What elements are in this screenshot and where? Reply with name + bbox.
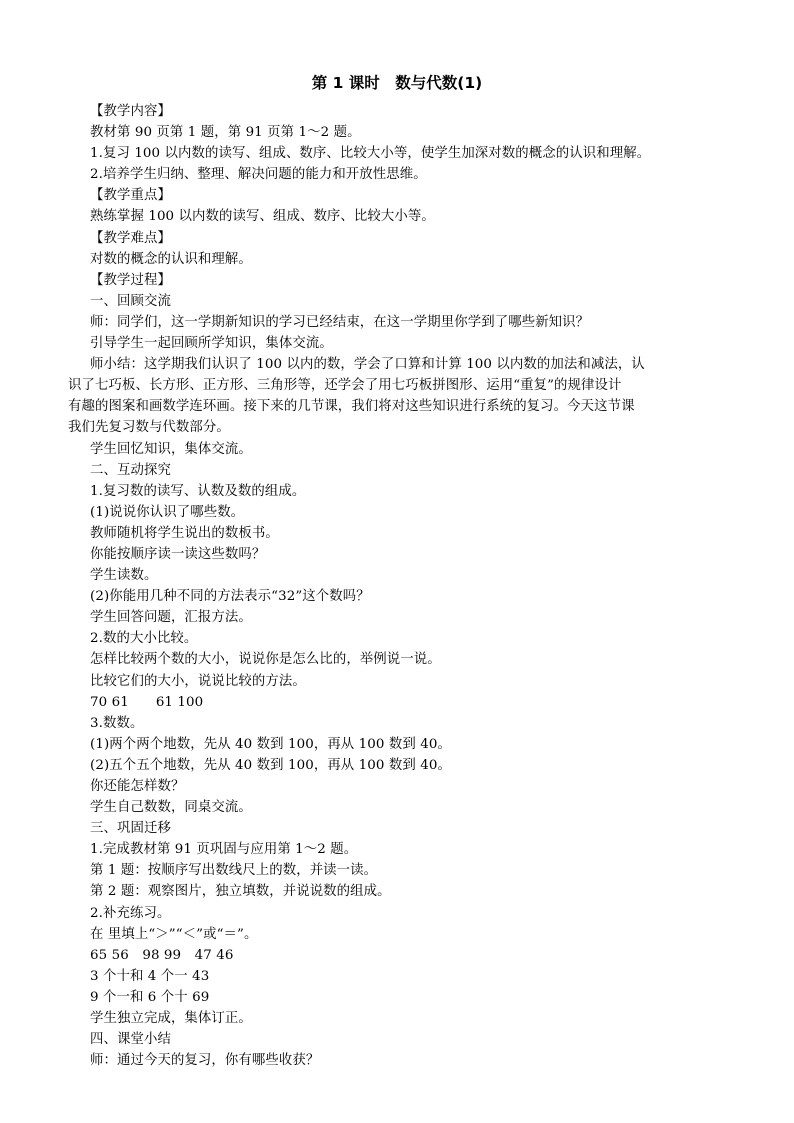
section-heading-content: 【教学内容】 bbox=[90, 104, 171, 119]
text-line: 70 61 61 100 bbox=[90, 694, 204, 710]
text-line: 3.数数。 bbox=[90, 715, 144, 731]
text-line: 怎样比较两个数的大小，说说你是怎么比的，举例说一说。 bbox=[90, 652, 441, 668]
paragraph-line: 我们先复习数与代数部分。 bbox=[68, 420, 230, 436]
section-heading-process: 【教学过程】 bbox=[90, 272, 171, 288]
text-line: 学生读数。 bbox=[90, 568, 158, 584]
text-line: 你能按顺序读一读这些数吗？ bbox=[90, 546, 266, 562]
section-heading-difficulty: 【教学难点】 bbox=[90, 230, 171, 246]
text-line: 第 1 题：按顺序写出数线尺上的数，并读一读。 bbox=[90, 863, 378, 879]
text-line: 教材第 90 页第 1 题，第 91 页第 1～2 题。 bbox=[90, 125, 361, 141]
text-line: 2.补充练习。 bbox=[90, 905, 171, 921]
text-line: 3 个十和 4 个一 43 bbox=[90, 968, 210, 984]
text-line: (2)你能用几种不同的方法表示“32”这个数吗？ bbox=[90, 589, 370, 605]
text-line: 一、回顾交流 bbox=[90, 293, 171, 309]
text-line: 学生自己数数，同桌交流。 bbox=[90, 800, 252, 816]
text-line: 师：通过今天的复习，你有哪些收获？ bbox=[90, 1053, 320, 1069]
text-line: 你还能怎样数？ bbox=[90, 779, 185, 794]
text-line: (1)两个两个地数，先从 40 数到 100，再从 100 数到 40。 bbox=[90, 736, 451, 752]
text-line: 学生独立完成，集体订正。 bbox=[90, 1011, 252, 1027]
text-line: 教师随机将学生说出的数板书。 bbox=[90, 525, 279, 541]
text-line: 对数的概念的认识和理解。 bbox=[90, 251, 252, 267]
text-line: 第 2 题：观察图片，独立填数，并说说数的组成。 bbox=[90, 884, 391, 900]
page-title: 第 1 课时 数与代数(1) bbox=[311, 74, 483, 92]
text-line: 引导学生一起回顾所学知识，集体交流。 bbox=[90, 336, 333, 352]
text-line: 学生回忆知识，集体交流。 bbox=[90, 441, 252, 457]
text-line: (2)五个五个地数，先从 40 数到 100，再从 100 数到 40。 bbox=[90, 757, 451, 773]
text-line: 熟练掌握 100 以内数的读写、组成、数序、比较大小等。 bbox=[90, 209, 435, 225]
paragraph-line: 识了七巧板、长方形、正方形、三角形等，还学会了用七巧板拼图形、运用“重复”的规律设计 bbox=[68, 378, 622, 394]
paragraph-line: 有趣的图案和画数学连环画。接下来的几节课，我们将对这些知识进行系统的复习。今天这节课 bbox=[68, 399, 635, 415]
text-line: 在 里填上“＞”“＜”或“＝”。 bbox=[90, 926, 258, 942]
text-line: 2.数的大小比较。 bbox=[90, 631, 198, 647]
text-line: 二、互动探究 bbox=[90, 462, 171, 478]
text-line: 四、课堂小结 bbox=[90, 1032, 171, 1048]
text-line: 1.复习数的读写、认数及数的组成。 bbox=[90, 483, 306, 499]
text-line: 1.完成教材第 91 页巩固与应用第 1～2 题。 bbox=[90, 842, 358, 858]
teacher-summary-paragraph bbox=[68, 354, 730, 438]
text-line: 1.复习 100 以内数的读写、组成、数序、比较大小等，使学生加深对数的概念的认识和理解。 bbox=[90, 146, 651, 162]
text-line: 9 个一和 6 个十 69 bbox=[90, 989, 210, 1005]
section-heading-focus: 【教学重点】 bbox=[90, 188, 171, 204]
text-line: 65 56 98 99 47 46 bbox=[90, 947, 234, 963]
text-line: 师：同学们，这一学期新知识的学习已经结束，在这一学期里你学到了哪些新知识？ bbox=[90, 314, 590, 330]
text-line: 三、巩固迁移 bbox=[90, 821, 171, 837]
text-line: 比较它们的大小，说说比较的方法。 bbox=[90, 673, 306, 689]
document-body bbox=[68, 101, 730, 1071]
text-line: (1)说说你认识了哪些数。 bbox=[90, 504, 245, 520]
text-line: 2.培养学生归纳、整理、解决问题的能力和开放性思维。 bbox=[90, 167, 427, 183]
paragraph-line: 师小结：这学期我们认识了 100 以内的数，学会了口算和计算 100 以内数的加法和减法，认 bbox=[90, 357, 645, 373]
text-line: 学生回答问题，汇报方法。 bbox=[90, 610, 252, 626]
